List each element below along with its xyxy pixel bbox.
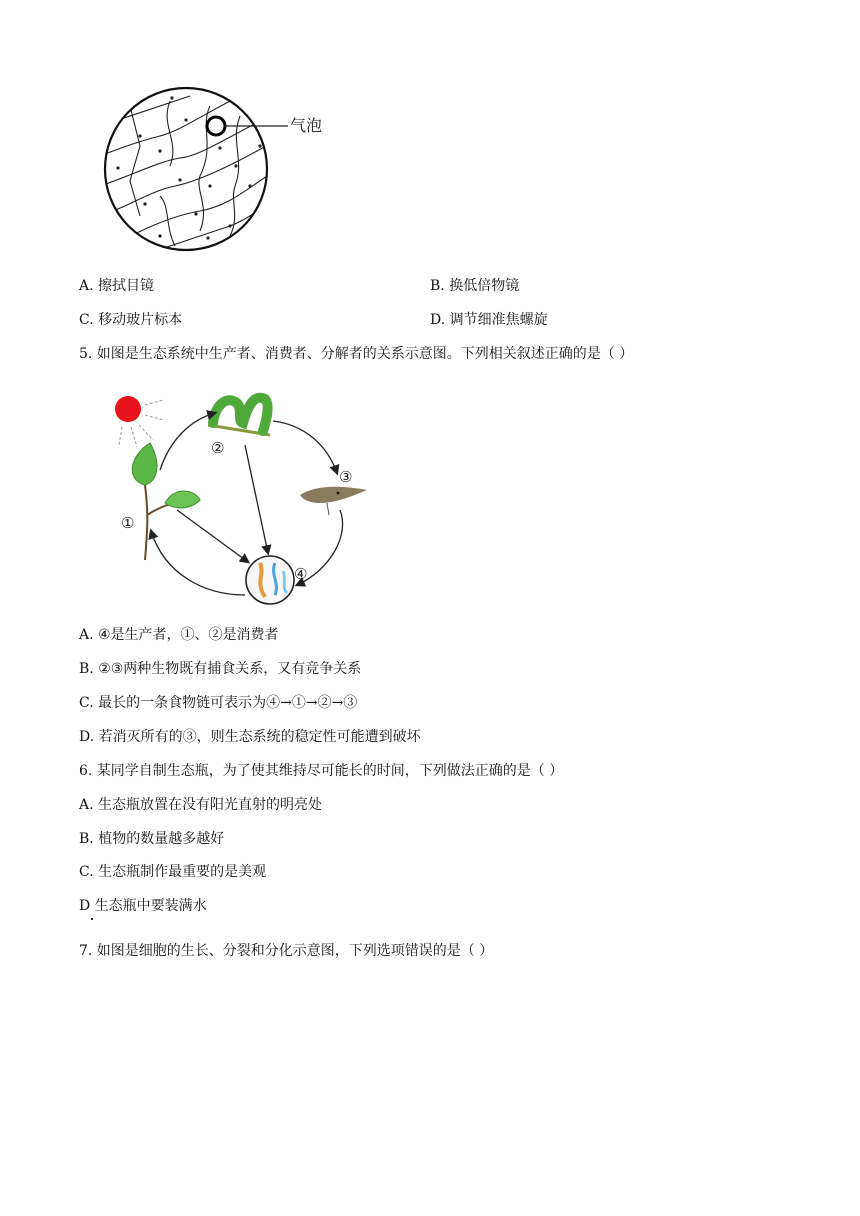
label-n2: ② [211, 439, 225, 457]
decomposer-icon [246, 556, 294, 604]
plant-icon [132, 443, 200, 560]
label-n3: ③ [339, 468, 353, 486]
q4-option-b: B. 换低倍物镜 [430, 278, 520, 294]
label-n1: ① [121, 514, 135, 532]
q6-stem: 6. 某同学自制生态瓶，为了使其维持尽可能长的时间，下列做法正确的是（ ） [79, 763, 564, 779]
q6-option-b: B. 植物的数量越多越好 [79, 831, 225, 847]
q4-option-a: A. 擦拭目镜 [79, 278, 155, 294]
q5-option-d: D. 若消灭所有的③，则生态系统的稳定性可能遭到破坏 [79, 729, 421, 745]
q5-option-b: B. ②③两种生物既有捕食关系，又有竞争关系 [79, 661, 362, 677]
q5-option-a: A. ④是生产者，①、②是消费者 [79, 627, 279, 643]
label-n4: ④ [294, 565, 308, 583]
sun-icon [115, 396, 163, 447]
ecosystem-figure [105, 385, 375, 610]
q4-option-c: C. 移动玻片标本 [79, 312, 183, 328]
q6-option-a: A. 生态瓶放置在没有阳光直射的明亮处 [79, 797, 323, 813]
q6-option-d: D 生态瓶中要装满水 [79, 898, 207, 914]
q7-stem: 7. 如图是细胞的生长、分裂和分化示意图，下列选项错误的是（ ） [79, 943, 494, 959]
q5-stem: 5. 如图是生态系统中生产者、消费者、分解者的关系示意图。下列相关叙述正确的是（ ） [79, 346, 634, 362]
q5-option-c: C. 最长的一条食物链可表示为④→①→②→③ [79, 695, 358, 711]
q4-option-d: D. 调节细准焦螺旋 [430, 312, 548, 328]
stray-dot [91, 918, 93, 920]
bird-icon [300, 487, 367, 515]
q6-option-c: C. 生态瓶制作最重要的是美观 [79, 864, 267, 880]
caterpillar-icon [208, 398, 270, 435]
cell-microscope-figure [100, 86, 340, 256]
bubble-label: 气泡 [290, 116, 323, 135]
